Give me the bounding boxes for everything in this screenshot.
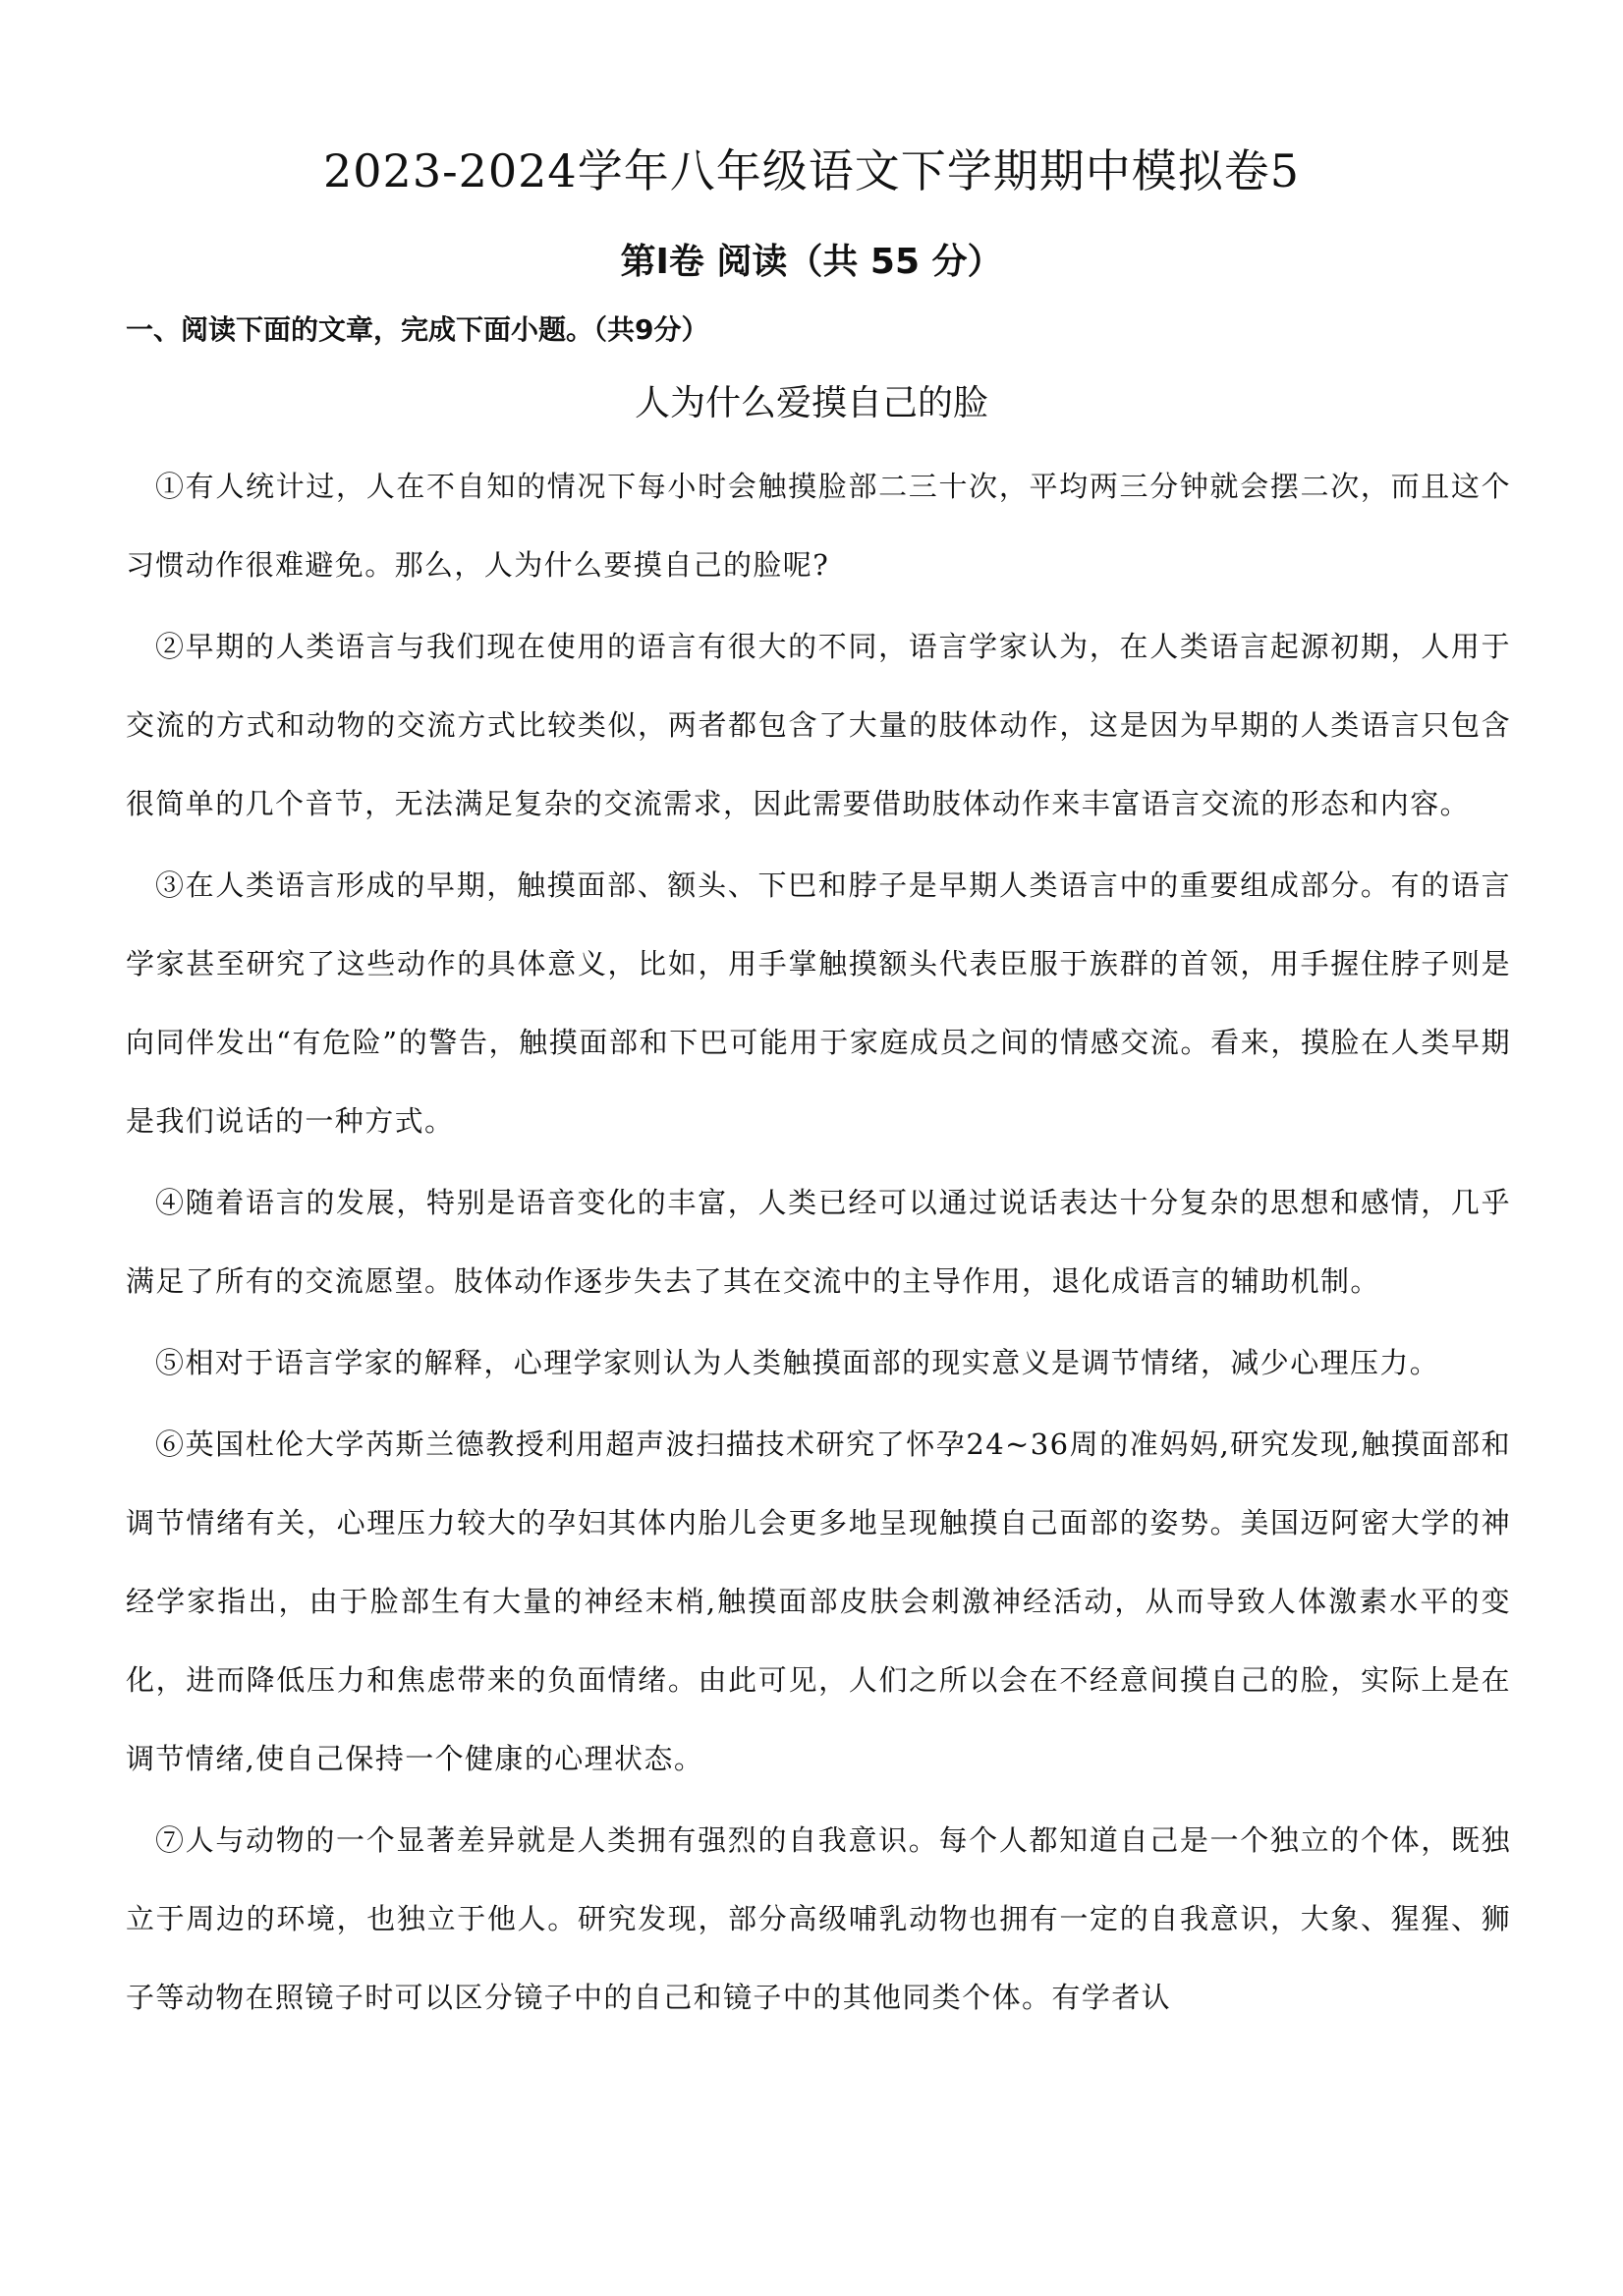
article-title: 人为什么爱摸自己的脸	[634, 383, 988, 423]
article-paragraph-1: ①有人统计过，人在不自知的情况下每小时会触摸脸部二三十次，平均两三分钟就会摆二次，而且这个习惯动作很难避免。那么，人为什么要摸自己的脸呢?	[126, 470, 1511, 582]
section-title: 第Ⅰ卷 阅读（共 55 分）	[620, 242, 1003, 282]
article-paragraph-3: ③在人类语言形成的早期，触摸面部、额头、下巴和脖子是早期人类语言中的重要组成部分。有的语言学家甚至研究了这些动作的具体意义，比如，用手掌触摸额头代表臣服于族群的首领，用手握住脖子则是向同伴发出“有危险”的警告，触摸面部和下巴可能用于家庭成员之间的情感交流。看来，摸脸在人类早期是我们说话的一种方式。	[126, 868, 1511, 1138]
article-body	[126, 447, 1511, 2040]
exam-title: 2023-2024学年八年级语文下学期期中模拟卷5	[323, 144, 1300, 197]
article-paragraph-5: ⑤相对于语言学家的解释，心理学家则认为人类触摸面部的现实意义是调节情绪，减少心理压力。	[155, 1346, 1440, 1379]
question-heading: 一、阅读下面的文章，完成下面小题。（共9分）	[126, 313, 709, 346]
article-paragraph-7: ⑦人与动物的一个显著差异就是人类拥有强烈的自我意识。每个人都知道自己是一个独立的个体，既独立于周边的环境，也独立于他人。研究发现，部分高级哺乳动物也拥有一定的自我意识，大象、猩猩、狮子等动物在照镜子时可以区分镜子中的自己和镜子中的其他同类个体。有学者认	[126, 1823, 1511, 2014]
article-paragraph-2: ②早期的人类语言与我们现在使用的语言有很大的不同，语言学家认为，在人类语言起源初期，人用于交流的方式和动物的交流方式比较类似，两者都包含了大量的肢体动作，这是因为早期的人类语言只包含很简单的几个音节，无法满足复杂的交流需求，因此需要借助肢体动作来丰富语言交流的形态和内容。	[126, 630, 1511, 820]
article-paragraph-4: ④随着语言的发展，特别是语音变化的丰富，人类已经可以通过说话表达十分复杂的思想和感情，几乎满足了所有的交流愿望。肢体动作逐步失去了其在交流中的主导作用，退化成语言的辅助机制。	[126, 1186, 1511, 1298]
article-paragraph-6: ⑥英国杜伦大学芮斯兰德教授利用超声波扫描技术研究了怀孕24~36周的准妈妈,研究发现,触摸面部和调节情绪有关，心理压力较大的孕妇其体内胎儿会更多地呈现触摸自己面部的姿势。美国迈阿密大学的神经学家指出，由于脸部生有大量的神经末梢,触摸面部皮肤会刺激神经活动，从而导致人体激素水平的变化，进而降低压力和焦虑带来的负面情绪。由此可见，人们之所以会在不经意间摸自己的脸，实际上是在调节情绪,使自己保持一个健康的心理状态。	[126, 1428, 1511, 1775]
